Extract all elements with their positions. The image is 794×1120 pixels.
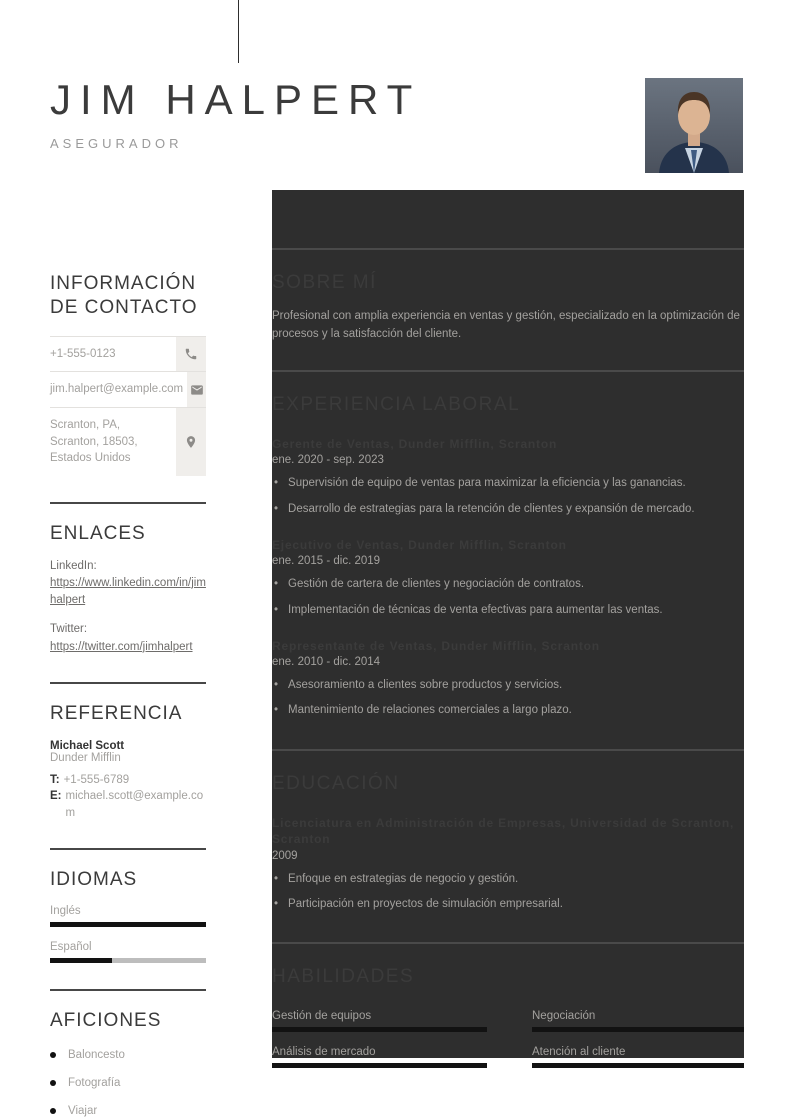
education-section bbox=[272, 773, 744, 913]
skill-name: Análisis de mercado bbox=[272, 1046, 376, 1059]
profile-photo-image bbox=[645, 78, 743, 173]
hobbies-section bbox=[50, 989, 206, 1117]
languages-section bbox=[50, 848, 206, 964]
bullet-icon: • bbox=[274, 704, 279, 717]
hobby-label: Fotografía bbox=[68, 1077, 121, 1090]
job-title: Ejecutivo de Ventas, Dunder Mifflin, Scranton bbox=[272, 537, 567, 552]
candidate-title: ASEGURADOR bbox=[50, 136, 183, 151]
education-bullets bbox=[272, 871, 744, 912]
job-bullet-text: Gestión de cartera de clientes y negociación de contratos. bbox=[288, 578, 585, 591]
languages-heading: IDIOMAS bbox=[50, 868, 138, 890]
job-bullet bbox=[272, 602, 744, 618]
hobbies-heading: AFICIONES bbox=[50, 1010, 162, 1032]
bullet-icon: • bbox=[274, 578, 279, 591]
experience-heading: EXPERIENCIA LABORAL bbox=[272, 393, 521, 415]
bullet-icon: • bbox=[274, 603, 279, 616]
hobby-label: Baloncesto bbox=[68, 1049, 125, 1062]
job-bullet bbox=[272, 576, 744, 592]
language-item bbox=[50, 905, 206, 927]
job-bullets bbox=[272, 576, 744, 617]
job-bullet bbox=[272, 702, 744, 718]
skill-item bbox=[272, 1010, 487, 1032]
hobby-item bbox=[50, 1077, 206, 1089]
reference-heading: REFERENCIA bbox=[50, 702, 183, 724]
skill-item bbox=[272, 1046, 487, 1068]
reference-section bbox=[50, 682, 206, 822]
education-bullet-text: Enfoque en estrategias de negocio y gestión. bbox=[288, 873, 519, 886]
contact-section bbox=[50, 272, 206, 476]
job-bullets bbox=[272, 475, 744, 516]
hobby-label: Viajar bbox=[68, 1105, 98, 1118]
profile-photo bbox=[645, 78, 743, 173]
bullet-dot-icon bbox=[50, 1080, 56, 1086]
language-name: Español bbox=[50, 941, 92, 954]
section-divider bbox=[272, 370, 744, 372]
bullet-icon: • bbox=[274, 679, 279, 692]
twitter-label: Twitter: bbox=[50, 623, 88, 636]
skill-bar-fill bbox=[272, 1027, 487, 1032]
bullet-icon: • bbox=[274, 898, 279, 911]
hobby-item bbox=[50, 1105, 206, 1117]
contact-phone-row bbox=[50, 336, 206, 373]
job-bullet bbox=[272, 475, 744, 491]
degree-year: 2009 bbox=[272, 850, 298, 863]
skill-item bbox=[532, 1046, 744, 1068]
education-bullet-text: Participación en proyectos de simulación empresarial. bbox=[288, 898, 563, 911]
skill-name: Negociación bbox=[532, 1010, 596, 1023]
education-heading: EDUCACIÓN bbox=[272, 772, 400, 794]
job-bullet-text: Desarrollo de estrategias para la retención de clientes y expansión de mercado. bbox=[288, 502, 695, 515]
candidate-name: JIM HALPERT bbox=[50, 76, 422, 123]
education-entry bbox=[272, 815, 744, 913]
job-dates: ene. 2015 - dic. 2019 bbox=[272, 555, 381, 568]
section-divider bbox=[272, 749, 744, 751]
reference-phone: +1-555-6789 bbox=[63, 773, 130, 786]
reference-phone-line bbox=[50, 772, 206, 789]
language-bar-fill bbox=[50, 958, 112, 963]
top-divider-line bbox=[238, 0, 239, 63]
skill-name: Atención al cliente bbox=[532, 1046, 626, 1059]
education-bullet bbox=[272, 871, 744, 887]
bullet-icon: • bbox=[274, 502, 279, 515]
about-section bbox=[272, 272, 744, 344]
skills-heading: HABILIDADES bbox=[272, 966, 415, 988]
reference-name: Michael Scott bbox=[50, 739, 125, 752]
skill-item bbox=[532, 1010, 744, 1032]
language-bar-track bbox=[50, 958, 206, 963]
job-bullet-text: Implementación de técnicas de venta efectivas para aumentar las ventas. bbox=[288, 603, 663, 616]
hobby-item bbox=[50, 1049, 206, 1061]
skill-bar-track bbox=[532, 1027, 744, 1032]
linkedin-link[interactable]: https://www.linkedin.com/in/jimhalpert bbox=[50, 576, 206, 607]
reference-phone-label: T: bbox=[50, 773, 60, 786]
job-bullet bbox=[272, 501, 744, 517]
header bbox=[50, 76, 610, 151]
job-title: Gerente de Ventas, Dunder Mifflin, Scranton bbox=[272, 436, 558, 451]
job-dates: ene. 2020 - sep. 2023 bbox=[272, 454, 384, 467]
contact-address: Scranton, PA, Scranton, 18503, Estados Unidos bbox=[50, 418, 138, 465]
language-item bbox=[50, 941, 206, 963]
links-heading: ENLACES bbox=[50, 522, 146, 544]
skill-bar-fill bbox=[532, 1063, 744, 1068]
linkedin-link-group bbox=[50, 558, 206, 610]
skills-section bbox=[272, 966, 744, 1068]
skill-bar-track bbox=[272, 1063, 487, 1068]
section-divider bbox=[272, 248, 744, 250]
skill-bar-fill bbox=[272, 1063, 487, 1068]
job-bullet-text: Supervisión de equipo de ventas para maximizar la eficiencia y las ganancias. bbox=[288, 477, 686, 490]
twitter-link-group bbox=[50, 621, 206, 656]
job-dates: ene. 2010 - dic. 2014 bbox=[272, 656, 381, 669]
bullet-icon: • bbox=[274, 477, 279, 490]
job-title: Representante de Ventas, Dunder Mifflin, Scranton bbox=[272, 638, 600, 653]
job-entry bbox=[272, 638, 744, 719]
contact-heading: INFORMACIÓN DE CONTACTO bbox=[50, 273, 198, 318]
phone-icon bbox=[176, 337, 206, 372]
twitter-link[interactable]: https://twitter.com/jimhalpert bbox=[50, 640, 193, 653]
skill-name: Gestión de equipos bbox=[272, 1010, 372, 1023]
about-text: Profesional con amplia experiencia en ventas y gestión, especializado en la optimización de procesos y la satisfacción del cliente. bbox=[272, 310, 740, 340]
contact-rows bbox=[50, 336, 206, 476]
degree-title: Licenciatura en Administración de Empresas, Universidad de Scranton, Scranton bbox=[272, 815, 735, 847]
contact-address-row bbox=[50, 408, 206, 476]
job-bullet-text: Asesoramiento a clientes sobre productos y servicios. bbox=[288, 679, 563, 692]
language-bar-track bbox=[50, 922, 206, 927]
skill-bar-fill bbox=[532, 1027, 744, 1032]
job-bullet-text: Mantenimiento de relaciones comerciales a largo plazo. bbox=[288, 704, 572, 717]
job-bullets bbox=[272, 677, 744, 718]
bullet-icon: • bbox=[274, 873, 279, 886]
email-icon bbox=[187, 372, 206, 407]
bullet-dot-icon bbox=[50, 1052, 56, 1058]
about-heading: SOBRE MÍ bbox=[272, 272, 377, 293]
contact-email-row bbox=[50, 372, 206, 408]
reference-company: Dunder Mifflin bbox=[50, 751, 121, 764]
reference-email-label: E: bbox=[50, 790, 62, 803]
language-bar-fill bbox=[50, 922, 206, 927]
job-bullet bbox=[272, 677, 744, 693]
bullet-dot-icon bbox=[50, 1108, 56, 1114]
skill-bar-track bbox=[272, 1027, 487, 1032]
links-section bbox=[50, 502, 206, 656]
experience-section bbox=[272, 394, 744, 719]
skills-grid bbox=[272, 1010, 744, 1068]
sidebar bbox=[50, 272, 206, 1117]
education-bullet bbox=[272, 896, 744, 912]
reference-email: michael.scott@example.com bbox=[65, 790, 204, 819]
contact-phone: +1-555-0123 bbox=[50, 347, 116, 360]
main-column bbox=[272, 248, 744, 1068]
contact-email: jim.halpert@example.com bbox=[50, 383, 184, 396]
section-divider bbox=[272, 942, 744, 944]
reference-email-line bbox=[50, 788, 206, 821]
job-entry bbox=[272, 537, 744, 618]
language-name: Inglés bbox=[50, 905, 81, 918]
job-entry bbox=[272, 436, 744, 517]
location-pin-icon bbox=[176, 408, 206, 476]
linkedin-label: LinkedIn: bbox=[50, 559, 97, 572]
skill-bar-track bbox=[532, 1063, 744, 1068]
